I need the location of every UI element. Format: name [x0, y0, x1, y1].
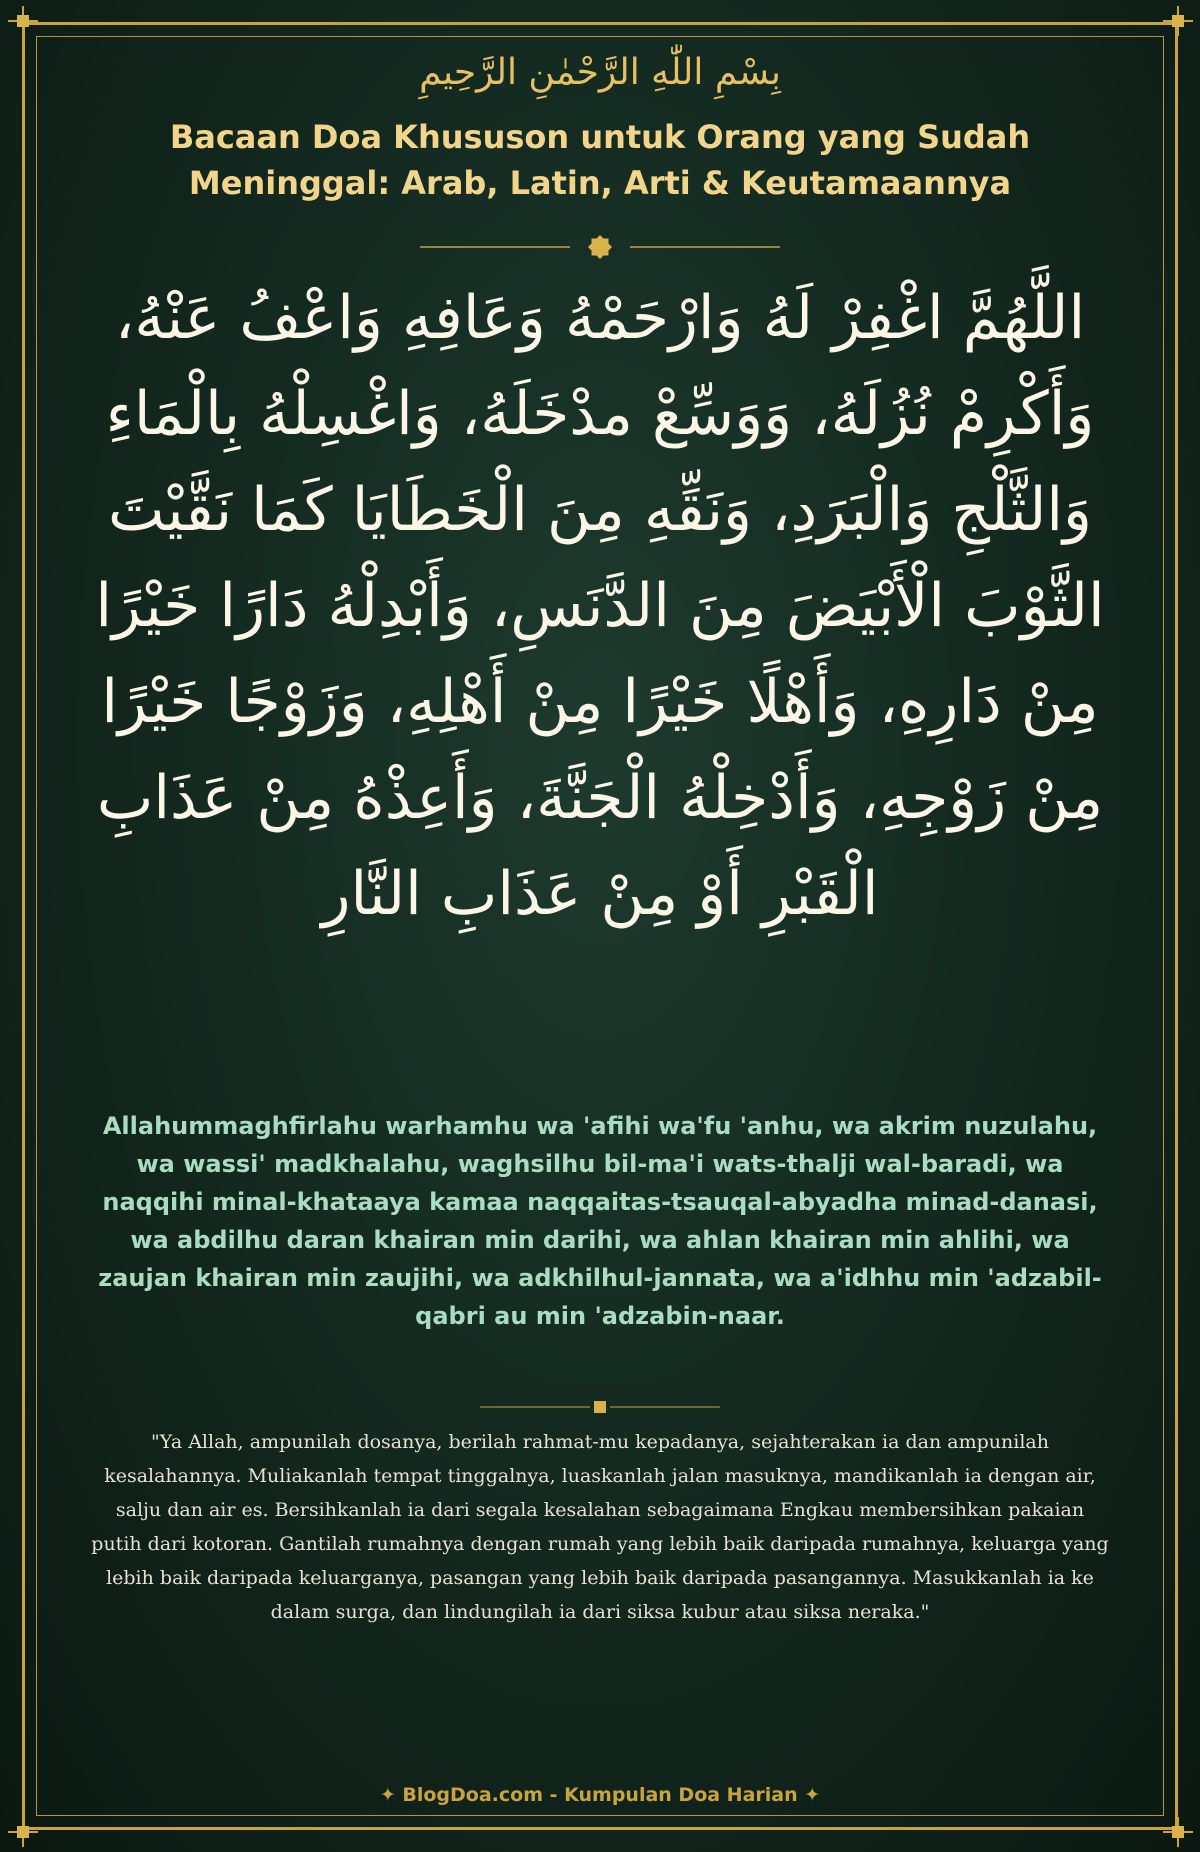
- corner-ornament-icon: [8, 6, 38, 36]
- title-divider: [420, 232, 780, 262]
- corner-ornament-icon: [8, 1817, 38, 1847]
- footer-credit: ✦ BlogDoa.com - Kumpulan Doa Harian ✦: [379, 1784, 821, 1806]
- section-divider: [480, 1395, 720, 1419]
- basmala: بِسْمِ اللّٰهِ الرَّحْمٰنِ الرَّحِيمِ: [419, 52, 781, 93]
- diamond-ornament-icon: [594, 1401, 606, 1413]
- page-title: Bacaan Doa Khususon untuk Orang yang Sudah Meninggal: Arab, Latin, Arti & Keutamaannya: [169, 118, 1031, 202]
- star-ornament-icon: [588, 235, 612, 259]
- translation-text: "Ya Allah, ampunilah dosanya, berilah rahmat-mu kepadanya, sejahterakan ia dan ampunilah kesalahannya. Muliakanlah tempat tinggalnya, luaskanlah jalan masuknya, mandikanlah ia dengan air, salju dan air es. Bersihkanlah ia dari segala kesalahan sebagaimana Engkau membersihkan pakaian putih dari kotoran. Gantilah rumahnya dengan rumah yang lebih baik daripada rumahnya, keluarga yang lebih baik daripada keluarganya, pasangan yang lebih baik daripada pasangannya. Masukkanlah ia ke dalam surga, dan lindungilah ia dari siksa kubur atau siksa neraka.": [91, 1431, 1109, 1623]
- corner-ornament-icon: [1163, 1817, 1193, 1847]
- arabic-prayer-text: اللَّهُمَّ اغْفِرْ لَهُ وَارْحَمْهُ وَعَافِهِ وَاعْفُ عَنْهُ، وَأَكْرِمْ نُزُلَهُ، وَوَسِّعْ مدْخَلَهُ، وَاغْسِلْهُ بِالْمَاءِ وَالثَّلْجِ وَالْبَرَدِ، وَنَقِّهِ مِنَ الْخَطَايَا كَمَا نَقَّيْتَ الثَّوْبَ الْأَبْيَضَ مِنَ الدَّنَسِ، وَأَبْدِلْهُ دَارًا خَيْرًا مِنْ دَارِهِ، وَأَهْلًا خَيْرًا مِنْ أَهْلِهِ، وَزَوْجًا خَيْرًا مِنْ زَوْجِهِ، وَأَدْخِلْهُ الْجَنَّةَ، وَأَعِذْهُ مِنْ عَذَابِ الْقَبْرِ أَوْ مِنْ عَذَابِ النَّارِ: [95, 283, 1105, 929]
- corner-ornament-icon: [1163, 6, 1193, 36]
- latin-transliteration: Allahummaghfirlahu warhamhu wa 'afihi wa'fu 'anhu, wa akrim nuzulahu, wa wassi' madkhalahu, waghsilhu bil-ma'i wats-thalji wal-baradi, wa naqqihi minal-khataaya kamaa naqqaitas-tsauqal-abyadha minad-danasi, wa abdilhu daran khairan min darihi, wa ahlan khairan min ahlihi, wa zaujan khairan min zaujihi, wa adkhilhul-jannata, wa a'idhhu min 'adzabil-qabri au min 'adzabin-naar.: [98, 1112, 1102, 1330]
